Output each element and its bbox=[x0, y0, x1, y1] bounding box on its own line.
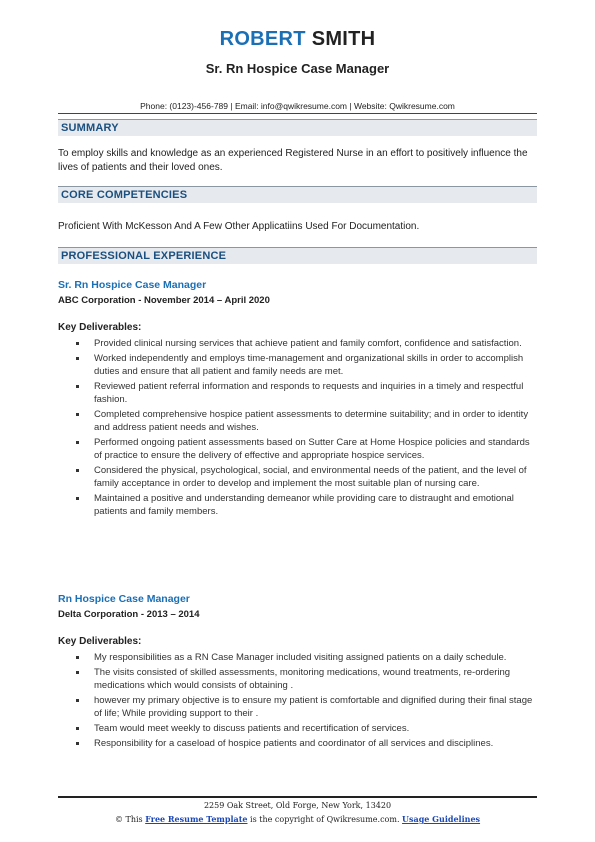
usage-guidelines-link[interactable]: Usage Guidelines bbox=[402, 814, 481, 824]
summary-text: To employ skills and knowledge as an experienced Registered Nurse in an effort to positively influence the lives of patients and their loved ones. bbox=[58, 148, 528, 173]
bullet-icon bbox=[76, 699, 79, 702]
job-1-bullet-list bbox=[58, 337, 537, 520]
bullet-icon bbox=[76, 727, 79, 730]
job-2-title: Rn Hospice Case Manager bbox=[58, 593, 190, 605]
competencies-heading: CORE COMPETENCIES bbox=[58, 186, 537, 203]
list-item: Team would meet weekly to discuss patients and recertification of services. bbox=[58, 722, 537, 735]
bullet-icon bbox=[76, 385, 79, 388]
list-item: The visits consisted of skilled assessments, monitoring medications, wound treatments, re-ordering medications which would consists of obtaining . bbox=[58, 666, 537, 692]
bullet-icon bbox=[76, 469, 79, 472]
bullet-icon bbox=[76, 671, 79, 674]
job-1-company: ABC Corporation - November 2014 – April 2020 bbox=[58, 295, 270, 306]
job-2-deliverables-label: Key Deliverables: bbox=[58, 636, 142, 647]
bullet-icon bbox=[76, 413, 79, 416]
list-item: however my primary objective is to ensure my patient is comfortable and dignified during their final stage of life; While providing support to their . bbox=[58, 694, 537, 720]
list-item: Provided clinical nursing services that achieve patient and family comfort, confidence and satisfaction. bbox=[58, 337, 537, 350]
list-item: Maintained a positive and understanding demeanor while providing care to distraught and emotional patients and family members. bbox=[58, 492, 537, 518]
list-item: Reviewed patient referral information and responds to requests and inquiries in a timely and respectful fashion. bbox=[58, 380, 537, 406]
job-2-bullet-list bbox=[58, 651, 537, 752]
bullet-icon bbox=[76, 497, 79, 500]
bullet-icon bbox=[76, 342, 79, 345]
bullet-icon bbox=[76, 742, 79, 745]
list-item: Considered the physical, psychological, social, and environmental needs of the patient, and the level of family acceptance in order to develop and implement the most suitable plan of nursing care. bbox=[58, 464, 537, 490]
footer-divider bbox=[58, 796, 537, 798]
job-1-deliverables-label: Key Deliverables: bbox=[58, 322, 142, 333]
bullet-icon bbox=[76, 357, 79, 360]
competencies-text: Proficient With McKesson And A Few Other Applicatiins Used For Documentation. bbox=[58, 221, 420, 232]
candidate-name bbox=[0, 28, 595, 51]
list-item: Performed ongoing patient assessments based on Sutter Care at Home Hospice policies and standards of practice to ensure the delivery of effective and appropriate hospice services. bbox=[58, 436, 537, 462]
first-name: ROBERT bbox=[219, 28, 306, 50]
job-title: Sr. Rn Hospice Case Manager bbox=[205, 61, 390, 76]
bullet-icon bbox=[76, 441, 79, 444]
footer-address: 2259 Oak Street, Old Forge, New York, 13420 bbox=[203, 801, 392, 810]
list-item: Worked independently and employs time-management and organizational skills in order to accomplish duties and ensure that all patient and family needs are met. bbox=[58, 352, 537, 378]
experience-heading: PROFESSIONAL EXPERIENCE bbox=[58, 247, 537, 264]
list-item: My responsibilities as a RN Case Manager included visiting assigned patients on a daily schedule. bbox=[58, 651, 537, 664]
contact-line: Phone: (0123)-456-789 | Email: info@qwikresume.com | Website: Qwikresume.com bbox=[140, 101, 455, 111]
list-item: Completed comprehensive hospice patient assessments to determine suitability; and in order to identity and address patient needs and wishes. bbox=[58, 408, 537, 434]
summary-heading: SUMMARY bbox=[58, 119, 537, 136]
footer-copyright: © This Free Resume Template is the copyright of Qwikresume.com. Usage Guidelines bbox=[114, 814, 481, 824]
job-1-title: Sr. Rn Hospice Case Manager bbox=[58, 279, 207, 291]
list-item: Responsibility for a caseload of hospice patients and coordinator of all services and disciplines. bbox=[58, 737, 537, 750]
last-name: SMITH bbox=[311, 28, 376, 50]
header-divider bbox=[58, 113, 537, 114]
free-resume-template-link[interactable]: Free Resume Template bbox=[145, 814, 248, 824]
job-2-company: Delta Corporation - 2013 – 2014 bbox=[58, 609, 200, 620]
bullet-icon bbox=[76, 656, 79, 659]
